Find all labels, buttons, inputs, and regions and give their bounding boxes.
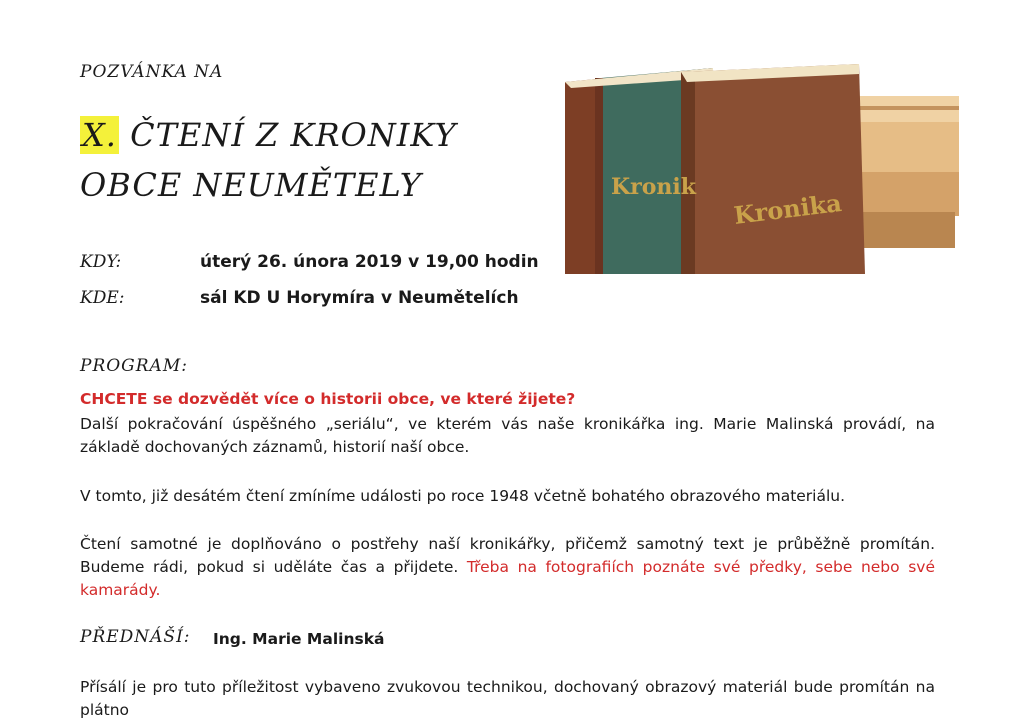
front-book	[681, 64, 865, 274]
invitation-label: POZVÁNKA NA	[80, 62, 224, 82]
where-label: KDE:	[80, 288, 125, 308]
title-line-1-text: ČTENÍ Z KRONIKY	[118, 116, 457, 154]
program-question: CHCETE se dozvědět více o historii obce, ve které žijete?	[80, 390, 576, 408]
program-paragraph-3-red: Třeba na fotografiích poznáte své předky, sebe nebo své kamarády.	[80, 558, 935, 599]
program-paragraph-3	[80, 533, 935, 602]
chronicle-books-image	[563, 62, 961, 276]
when-label: KDY:	[80, 252, 122, 272]
where-value: sál KD U Horymíra v Neumětelích	[200, 288, 519, 308]
green-book-label: Kronik	[611, 174, 696, 200]
program-paragraph-3-text: Čtení samotné je doplňováno o postřehy naší kronikářky, přičemž samotný text je průběžně promítán. Budeme rádi, pokud si uděláte čas a přijdete.	[80, 535, 935, 576]
front-book-label: Kronika	[732, 187, 844, 230]
program-paragraph-2: V tomto, již desátém čtení zmíníme události po roce 1948 včetně bohatého obrazového materiálu.	[80, 487, 846, 505]
title-line-1	[80, 110, 457, 160]
when-value: úterý 26. února 2019 v 19,00 hodin	[200, 252, 539, 272]
footer-text: Přísálí je pro tuto příležitost vybaveno zvukovou technikou, dochovaný obrazový materiál bude promítán na plátno	[80, 678, 935, 719]
speaker-label: PŘEDNÁŠÍ:	[80, 627, 191, 647]
title-number-highlight: X.	[82, 116, 117, 154]
program-paragraph-1: Další pokračování úspěšného „seriálu“, ve kterém vás naše kronikářka ing. Marie Malinská provádí, na základě dochovaných záznamů, historií naší obce.	[80, 415, 935, 456]
event-title	[80, 110, 457, 210]
program-heading: PROGRAM:	[80, 356, 188, 376]
speaker-name: Ing. Marie Malinská	[213, 630, 385, 648]
title-line-2: OBCE NEUMĚTELY	[80, 166, 422, 204]
